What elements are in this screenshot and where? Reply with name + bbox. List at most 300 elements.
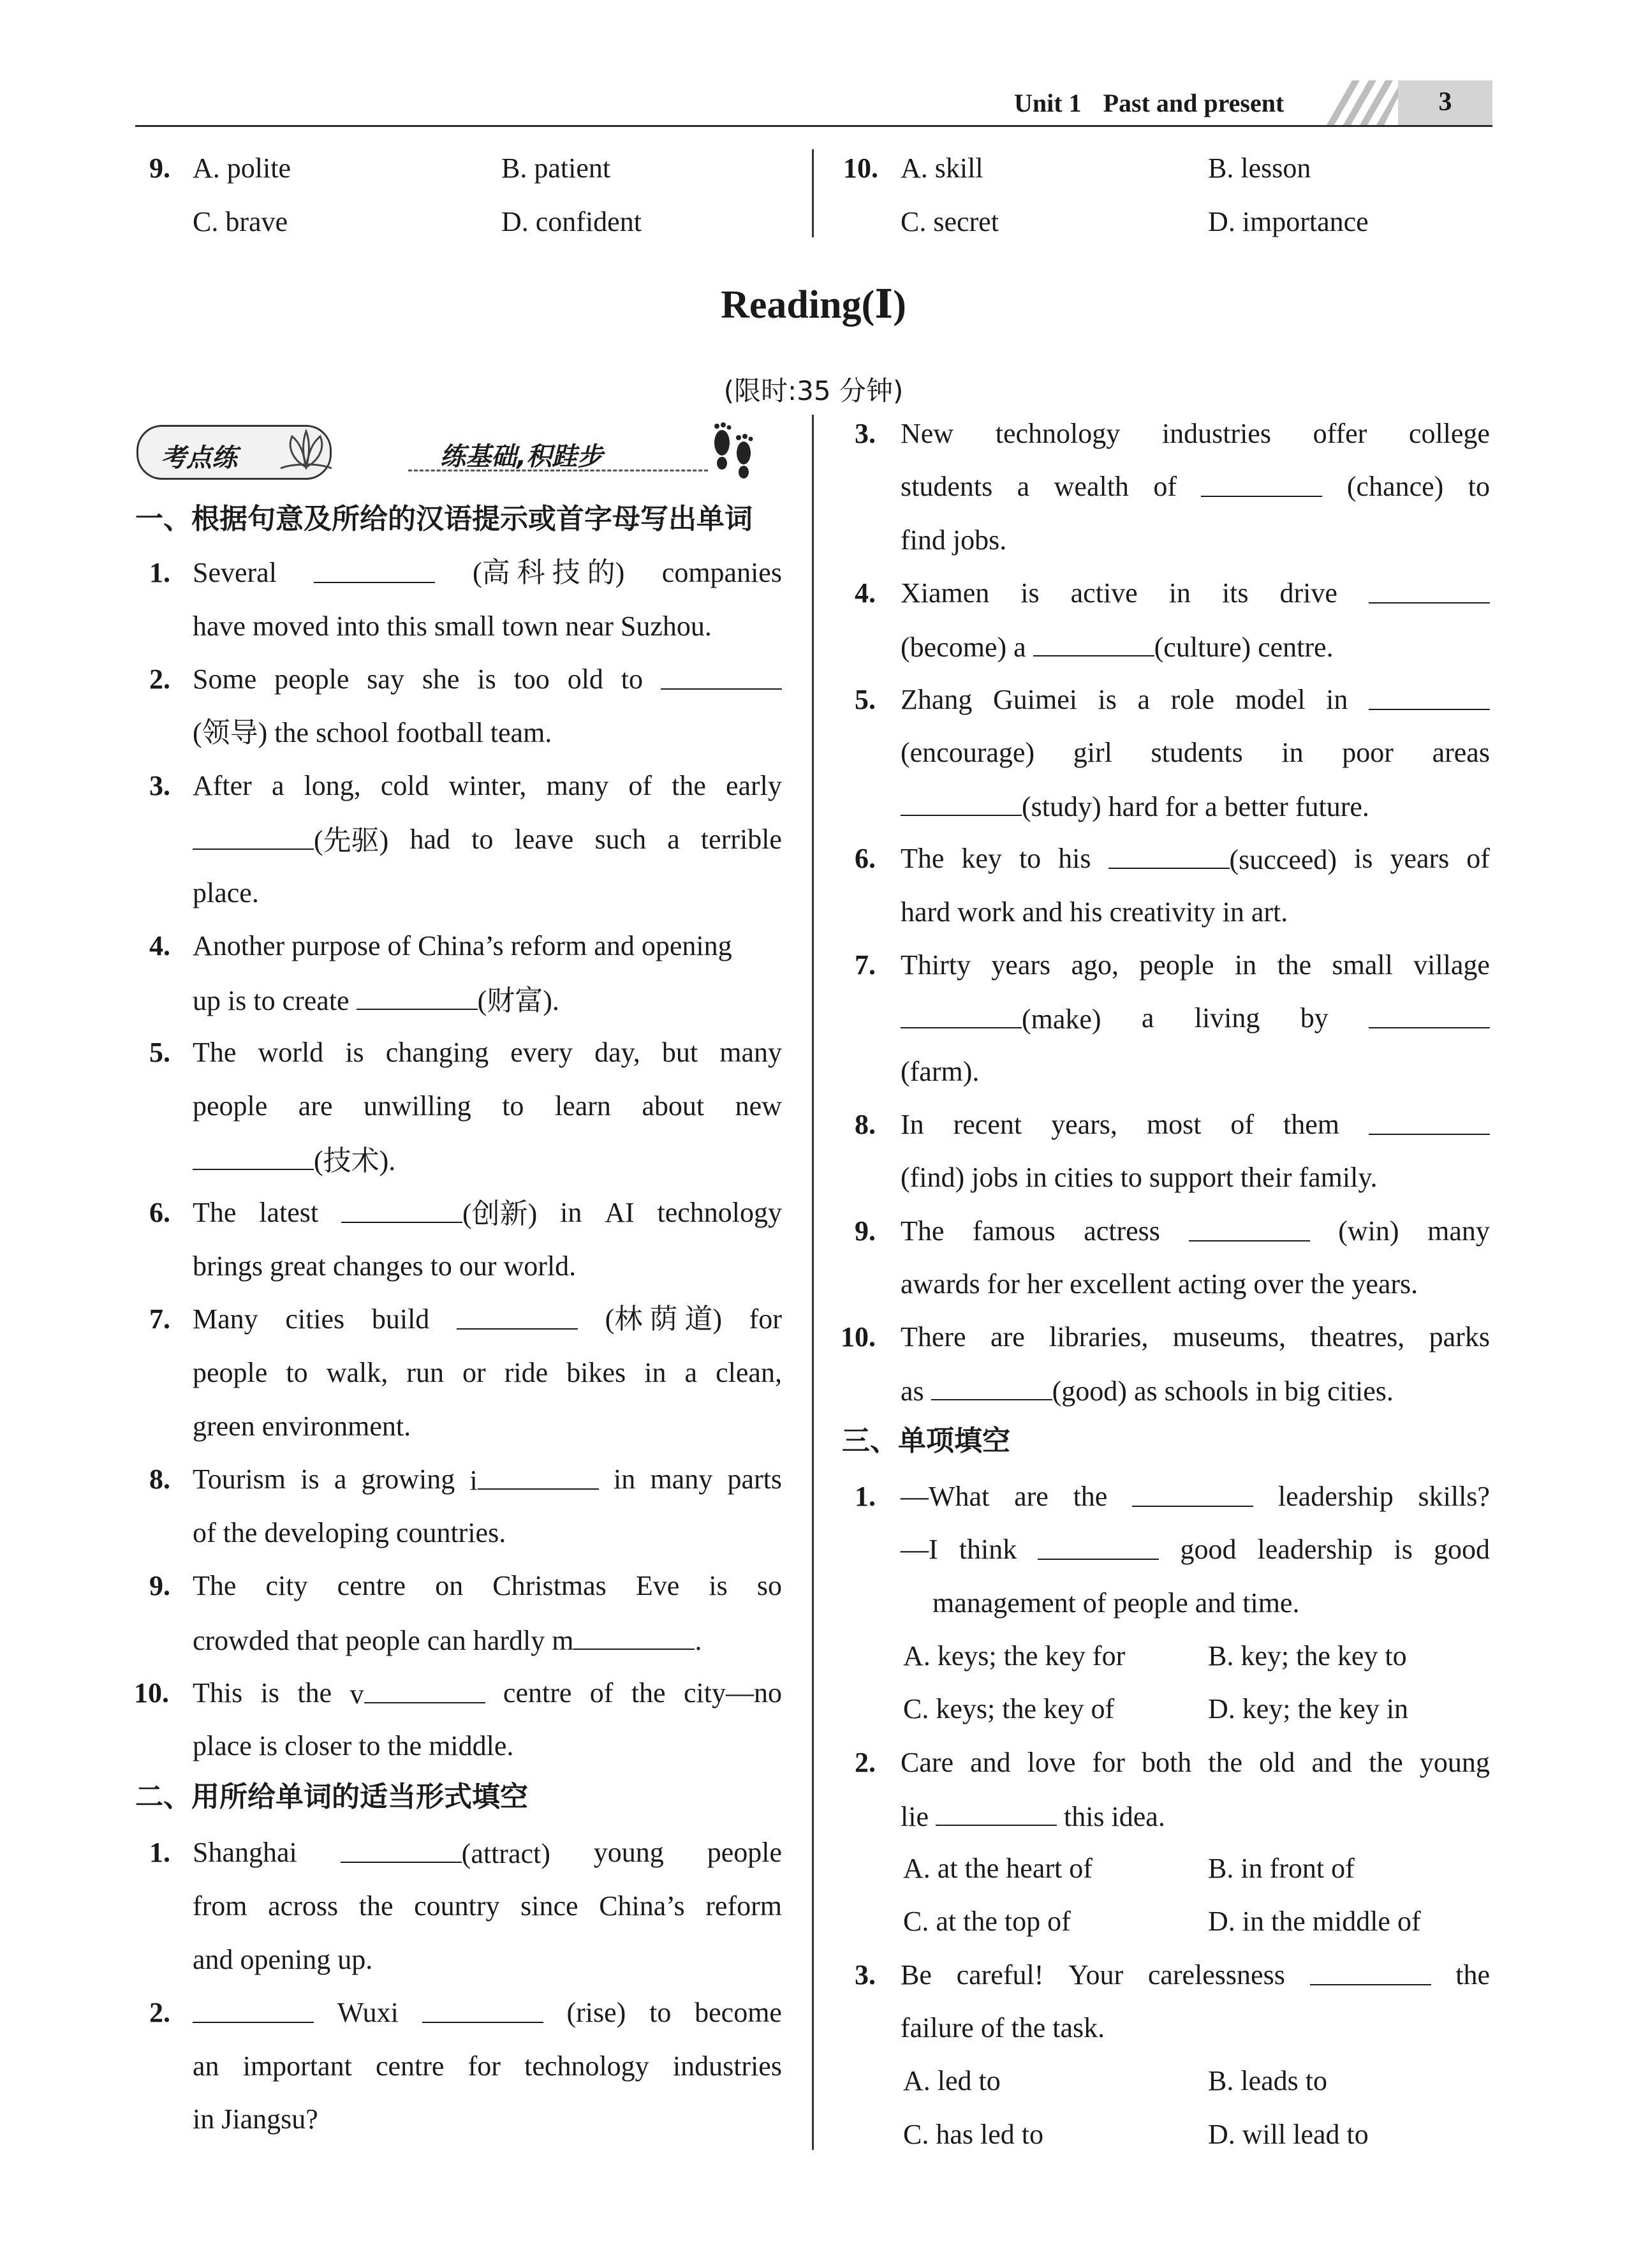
word: such (594, 824, 647, 855)
question-number: 6. (149, 1197, 170, 1229)
word: areas (1432, 736, 1490, 768)
word: of (628, 770, 652, 802)
word: awards for her excellent acting over the years. (901, 1268, 1418, 1300)
word: in (1168, 577, 1191, 609)
word: cold (380, 770, 429, 802)
word: ride (504, 1357, 548, 1388)
word: bikes (566, 1357, 626, 1388)
word: Several (193, 557, 277, 588)
word: (先驱) (193, 826, 388, 855)
answer-option: B. key; the key to (1208, 1640, 1407, 1671)
word: Your (1068, 1959, 1124, 1990)
word: (succeed) (1108, 845, 1337, 874)
question-number: 1. (855, 1481, 876, 1512)
answer-option: B. in front of (1208, 1853, 1355, 1885)
word: country (414, 1890, 500, 1922)
answer-blank[interactable] (901, 792, 1022, 816)
word: for (749, 1303, 782, 1335)
answer-blank[interactable] (1369, 1004, 1490, 1028)
word: old (567, 663, 603, 695)
word: theatres, (1310, 1321, 1405, 1353)
word: The (193, 1037, 237, 1069)
badge-label: 考点练 (161, 443, 237, 473)
word: new (735, 1090, 782, 1122)
answer-blank[interactable] (422, 1999, 543, 2023)
text-line (901, 1961, 1490, 1990)
word (193, 1999, 314, 2028)
word (422, 1999, 543, 2028)
answer-blank[interactable] (193, 1999, 314, 2023)
option-d: D. importance (1208, 206, 1369, 237)
text-line (193, 1732, 513, 1760)
word: a (667, 824, 680, 855)
word: people (1139, 949, 1214, 981)
word: China’s (599, 1890, 685, 1922)
word: to (649, 1997, 672, 2029)
text-line (901, 1376, 1394, 1405)
word: say (367, 663, 404, 695)
word: companies (661, 557, 782, 588)
question-number: 4. (855, 577, 876, 609)
answer-blank[interactable] (1369, 579, 1490, 604)
word: are (990, 1321, 1025, 1353)
word: since (520, 1890, 578, 1922)
word: a (334, 1464, 347, 1495)
text-line (193, 986, 559, 1015)
word: find jobs. (901, 524, 1007, 556)
word: years, (1051, 1108, 1117, 1140)
word: (林 荫 道) (605, 1303, 722, 1336)
word: are (298, 1090, 333, 1122)
word: technology (524, 2050, 649, 2082)
word: village (1413, 949, 1490, 981)
word: girl (1073, 736, 1112, 768)
word: in (560, 1197, 582, 1229)
word: in (1326, 683, 1348, 715)
word: to (502, 1090, 524, 1122)
word: build (371, 1303, 430, 1335)
word: Wuxi (337, 1997, 399, 2029)
word: The (193, 1197, 237, 1229)
answer-blank[interactable] (901, 1004, 1022, 1028)
text-line (193, 1943, 373, 1975)
section-1-title: 一、根据句意及所给的汉语提示或首字母写出单词 (135, 503, 753, 535)
word: of the developing countries. (193, 1516, 506, 1548)
word: skills? (1418, 1481, 1490, 1512)
word: important (242, 2050, 352, 2082)
word: small (1332, 949, 1393, 981)
word (457, 1305, 578, 1335)
word: to (1468, 471, 1490, 503)
answer-option: C. at the top of (903, 1906, 1071, 1938)
word: changing (385, 1037, 489, 1069)
answer-option: D. key; the key in (1208, 1693, 1409, 1725)
word: in (644, 1357, 666, 1388)
word: people (274, 663, 350, 695)
word: its (1221, 577, 1249, 609)
word: is (300, 1464, 320, 1495)
word: have moved into this small town near Suzhou. (193, 610, 712, 642)
word: place. (193, 877, 259, 908)
lotus-icon (274, 429, 338, 473)
word: (attract) (341, 1839, 550, 1868)
word: is (709, 1570, 728, 1602)
word: is (260, 1677, 279, 1708)
word: she (422, 663, 460, 695)
word: across (268, 1890, 339, 1922)
word: an (193, 2050, 219, 2082)
word: to (471, 824, 494, 855)
word: (chance) (1346, 471, 1444, 503)
word: Some (193, 663, 257, 695)
word: had (409, 824, 450, 855)
word: Zhang (901, 683, 973, 715)
answer-blank[interactable] (314, 559, 435, 583)
text-line (193, 612, 712, 641)
word: (高 科 技 的) (472, 556, 625, 589)
option-b: B. lesson (1208, 152, 1311, 184)
word: place is closer to the middle. (193, 1730, 514, 1762)
answer-blank[interactable] (573, 1626, 695, 1650)
word: in Jiangsu? (193, 2103, 318, 2135)
word: to (1019, 843, 1042, 875)
word: —I (901, 1534, 938, 1566)
answer-blank[interactable] (478, 1465, 599, 1490)
word (314, 559, 435, 588)
word: Tourism (193, 1464, 286, 1495)
word: is (1394, 1534, 1413, 1566)
word: to (621, 663, 644, 695)
word: on (435, 1570, 464, 1602)
section3-title: 三、单项填空 (842, 1424, 1010, 1457)
word: young (593, 1837, 664, 1869)
word: leadership (1277, 1481, 1394, 1512)
text-line (932, 1589, 1299, 1617)
time-limit: (限时:35 分钟) (723, 375, 904, 406)
word: The (193, 1570, 237, 1602)
question-number: 2. (149, 663, 170, 695)
text-line (193, 1092, 782, 1120)
answer-blank[interactable] (341, 1199, 462, 1223)
word: Be (901, 1959, 932, 1990)
word: of (1153, 471, 1177, 503)
text-line (901, 898, 1288, 926)
word: the (1369, 1746, 1403, 1778)
word: cities (285, 1303, 345, 1335)
answer-blank[interactable] (1369, 1111, 1490, 1135)
word: or (462, 1357, 486, 1388)
word (1201, 473, 1322, 502)
word: early (725, 770, 782, 802)
word: the (1208, 1746, 1243, 1778)
word (1369, 686, 1490, 715)
word: walk, (326, 1357, 388, 1388)
word: (study) hard for a better future. (901, 791, 1369, 822)
word: people (707, 1837, 782, 1869)
text-line (901, 1802, 1165, 1831)
word: wealth (1054, 471, 1129, 503)
text-line (901, 1055, 980, 1087)
word: many (1427, 1215, 1490, 1247)
answer-blank[interactable] (341, 1839, 462, 1863)
word: the (358, 1890, 394, 1922)
word: (win) (1338, 1215, 1399, 1247)
text-line (193, 1516, 506, 1548)
answer-blank[interactable] (1189, 1217, 1310, 1241)
word: good (1180, 1534, 1237, 1566)
text-line (901, 951, 1490, 979)
word: Guimei (992, 683, 1077, 715)
word: (become) a (culture) centre. (901, 632, 1334, 663)
word: unwilling (364, 1090, 471, 1122)
word: ago, (1071, 949, 1119, 981)
answer-option: A. led to (903, 2065, 1001, 2097)
column-divider-top (812, 149, 814, 237)
word: think (959, 1534, 1017, 1566)
answer-blank[interactable] (1038, 1536, 1159, 1560)
word: most (1146, 1108, 1202, 1140)
word: and (1311, 1746, 1352, 1778)
word: in (1281, 736, 1304, 768)
word: centre (337, 1570, 406, 1602)
word: famous (973, 1215, 1056, 1247)
word: city (265, 1570, 308, 1602)
text-line (193, 1679, 782, 1708)
page-number: 3 (1438, 87, 1452, 117)
question-number: 9. (855, 1215, 876, 1247)
word: latest (259, 1197, 319, 1229)
word: industries (1161, 418, 1271, 449)
word: There (901, 1321, 966, 1353)
word: failure of the task. (901, 2012, 1105, 2043)
question-number: 10. (134, 1677, 169, 1708)
word: (领导) the school football team. (193, 716, 552, 749)
text-line (193, 1839, 782, 1868)
motto: 练基础,积跬步 (440, 442, 603, 471)
text-line (193, 2052, 782, 2080)
word: centre (376, 2050, 445, 2082)
word: drive (1279, 577, 1337, 609)
word: many (719, 1037, 782, 1069)
word: by (1300, 1002, 1329, 1034)
word: a (684, 1357, 698, 1388)
word: run (406, 1357, 444, 1388)
word (661, 665, 782, 695)
word: (farm). (901, 1055, 980, 1087)
word: to (286, 1357, 308, 1388)
word: museums, (1172, 1321, 1286, 1353)
answer-blank[interactable] (1201, 473, 1322, 497)
answer-blank[interactable] (1310, 1961, 1431, 1985)
word: (encourage) (901, 736, 1035, 768)
answer-blank[interactable] (1369, 686, 1490, 710)
word: technology (657, 1197, 782, 1229)
word: recent (953, 1108, 1022, 1140)
answer-blank[interactable] (364, 1679, 485, 1703)
word: is (477, 663, 496, 695)
word (1038, 1536, 1159, 1565)
answer-blank[interactable] (1108, 845, 1230, 869)
text-line (193, 826, 782, 855)
text-line (901, 1746, 1490, 1778)
word: Shanghai (193, 1837, 297, 1869)
word: his (1058, 843, 1091, 875)
word: world (258, 1037, 324, 1069)
word: lie this idea. (901, 1800, 1165, 1832)
word: leadership (1257, 1534, 1373, 1566)
word: centre (503, 1677, 572, 1708)
question-number: 1. (149, 1837, 170, 1869)
word: parts (727, 1464, 782, 1495)
word: as (good) as schools in big cities. (901, 1375, 1394, 1407)
text-line (901, 1483, 1490, 1512)
word: The (901, 1215, 945, 1247)
word: crowded that people can hardly m . (193, 1625, 702, 1656)
word: students (901, 471, 993, 503)
word: brings great changes to our world. (193, 1250, 577, 1282)
header-unit: Unit 1 (1014, 89, 1082, 117)
word: so (756, 1570, 782, 1602)
text-line (193, 1892, 782, 1920)
word: love (1027, 1746, 1076, 1778)
word: terrible (700, 824, 782, 855)
word: the (1277, 949, 1312, 981)
text-line (901, 2014, 1105, 2042)
word: New (901, 418, 954, 449)
word: from (193, 1890, 247, 1922)
question-number: 2. (855, 1746, 876, 1778)
word: living (1194, 1002, 1260, 1034)
word: reform (705, 1890, 782, 1922)
word: in (1234, 949, 1257, 981)
question-number: 3. (855, 418, 876, 449)
word: leave (514, 824, 574, 855)
motto-underline (408, 470, 708, 471)
header-unit-title: Past and present (1103, 89, 1285, 117)
answer-blank[interactable] (936, 1802, 1057, 1826)
word: —What (901, 1481, 990, 1512)
question-number: 2. (149, 1997, 170, 2029)
word: a (271, 770, 284, 802)
answer-blank[interactable] (1033, 632, 1154, 656)
word: for (467, 2050, 501, 2082)
word: v (350, 1679, 485, 1708)
word: Eve (635, 1570, 680, 1602)
word: The (901, 843, 945, 875)
answer-blank[interactable] (357, 986, 478, 1010)
text-line (193, 2105, 318, 2133)
text-line (193, 1999, 782, 2028)
word: and (970, 1746, 1011, 1778)
word: the (1073, 1481, 1108, 1512)
word: poor (1342, 736, 1394, 768)
text-line (193, 665, 782, 695)
word: learn (554, 1090, 611, 1122)
word (1369, 579, 1490, 609)
word: people (193, 1090, 268, 1122)
word: role (1170, 683, 1214, 715)
word: years (1390, 843, 1450, 875)
word: libraries, (1049, 1321, 1149, 1353)
question-number: 9. (149, 1570, 170, 1602)
text-line (901, 1164, 1377, 1192)
word: a (1141, 1002, 1154, 1034)
text-line (193, 1412, 411, 1441)
word: them (1283, 1108, 1340, 1140)
column-divider (812, 415, 814, 2150)
question-number: 7. (149, 1303, 170, 1335)
text-line (901, 473, 1490, 502)
word: Thirty (901, 949, 971, 981)
word: the (631, 1677, 666, 1708)
word: students (1151, 736, 1243, 768)
answer-option: A. keys; the key for (903, 1640, 1126, 1671)
text-line (193, 1305, 782, 1335)
question-number: 8. (149, 1464, 170, 1495)
text-line (193, 1626, 702, 1655)
word: become (695, 1997, 782, 2029)
answer-blank[interactable] (193, 826, 314, 850)
text-line (193, 1359, 782, 1387)
text-line (901, 420, 1490, 448)
word: are (1014, 1481, 1049, 1512)
word: Another purpose of China’s reform and opening (193, 930, 732, 962)
answer-blank[interactable] (661, 665, 782, 690)
question-number: 8. (855, 1108, 876, 1140)
word: offer (1313, 418, 1367, 449)
word (1189, 1217, 1310, 1247)
word: people (193, 1357, 268, 1388)
word: both (1141, 1746, 1192, 1778)
word (1132, 1483, 1253, 1512)
word: In (901, 1108, 924, 1140)
text-line (193, 1572, 782, 1600)
word (1369, 1004, 1490, 1034)
answer-blank[interactable] (1132, 1483, 1253, 1507)
header-rule (135, 125, 1492, 127)
answer-option: D. in the middle of (1208, 1906, 1421, 1938)
word: of (1230, 1108, 1255, 1140)
word: (make) (901, 1004, 1101, 1034)
answer-blank[interactable] (193, 1146, 314, 1170)
answer-option: A. at the heart of (903, 1853, 1093, 1885)
word: too (513, 663, 550, 695)
running-header (1014, 88, 1284, 118)
word: After (193, 770, 252, 802)
text-line (193, 879, 259, 907)
answer-blank[interactable] (457, 1305, 578, 1330)
page-title: Reading(Ⅰ) (721, 283, 906, 327)
word: every (510, 1037, 573, 1069)
question-number: 3. (149, 770, 170, 802)
question-number: 4. (149, 930, 170, 962)
text-line (193, 1146, 395, 1175)
word: This (193, 1677, 243, 1708)
word: careful! (956, 1959, 1044, 1990)
word: industries (672, 2050, 782, 2082)
word: the (297, 1677, 332, 1708)
text-line (193, 1252, 576, 1280)
option-d: D. confident (501, 206, 642, 237)
text-line (193, 1039, 782, 1067)
word: in (613, 1464, 636, 1495)
answer-blank[interactable] (931, 1376, 1052, 1400)
word: years (991, 949, 1051, 981)
text-line (901, 845, 1490, 874)
question-number: 10. (841, 1321, 876, 1353)
word (1310, 1961, 1431, 1990)
word: and opening up. (193, 1943, 373, 1975)
